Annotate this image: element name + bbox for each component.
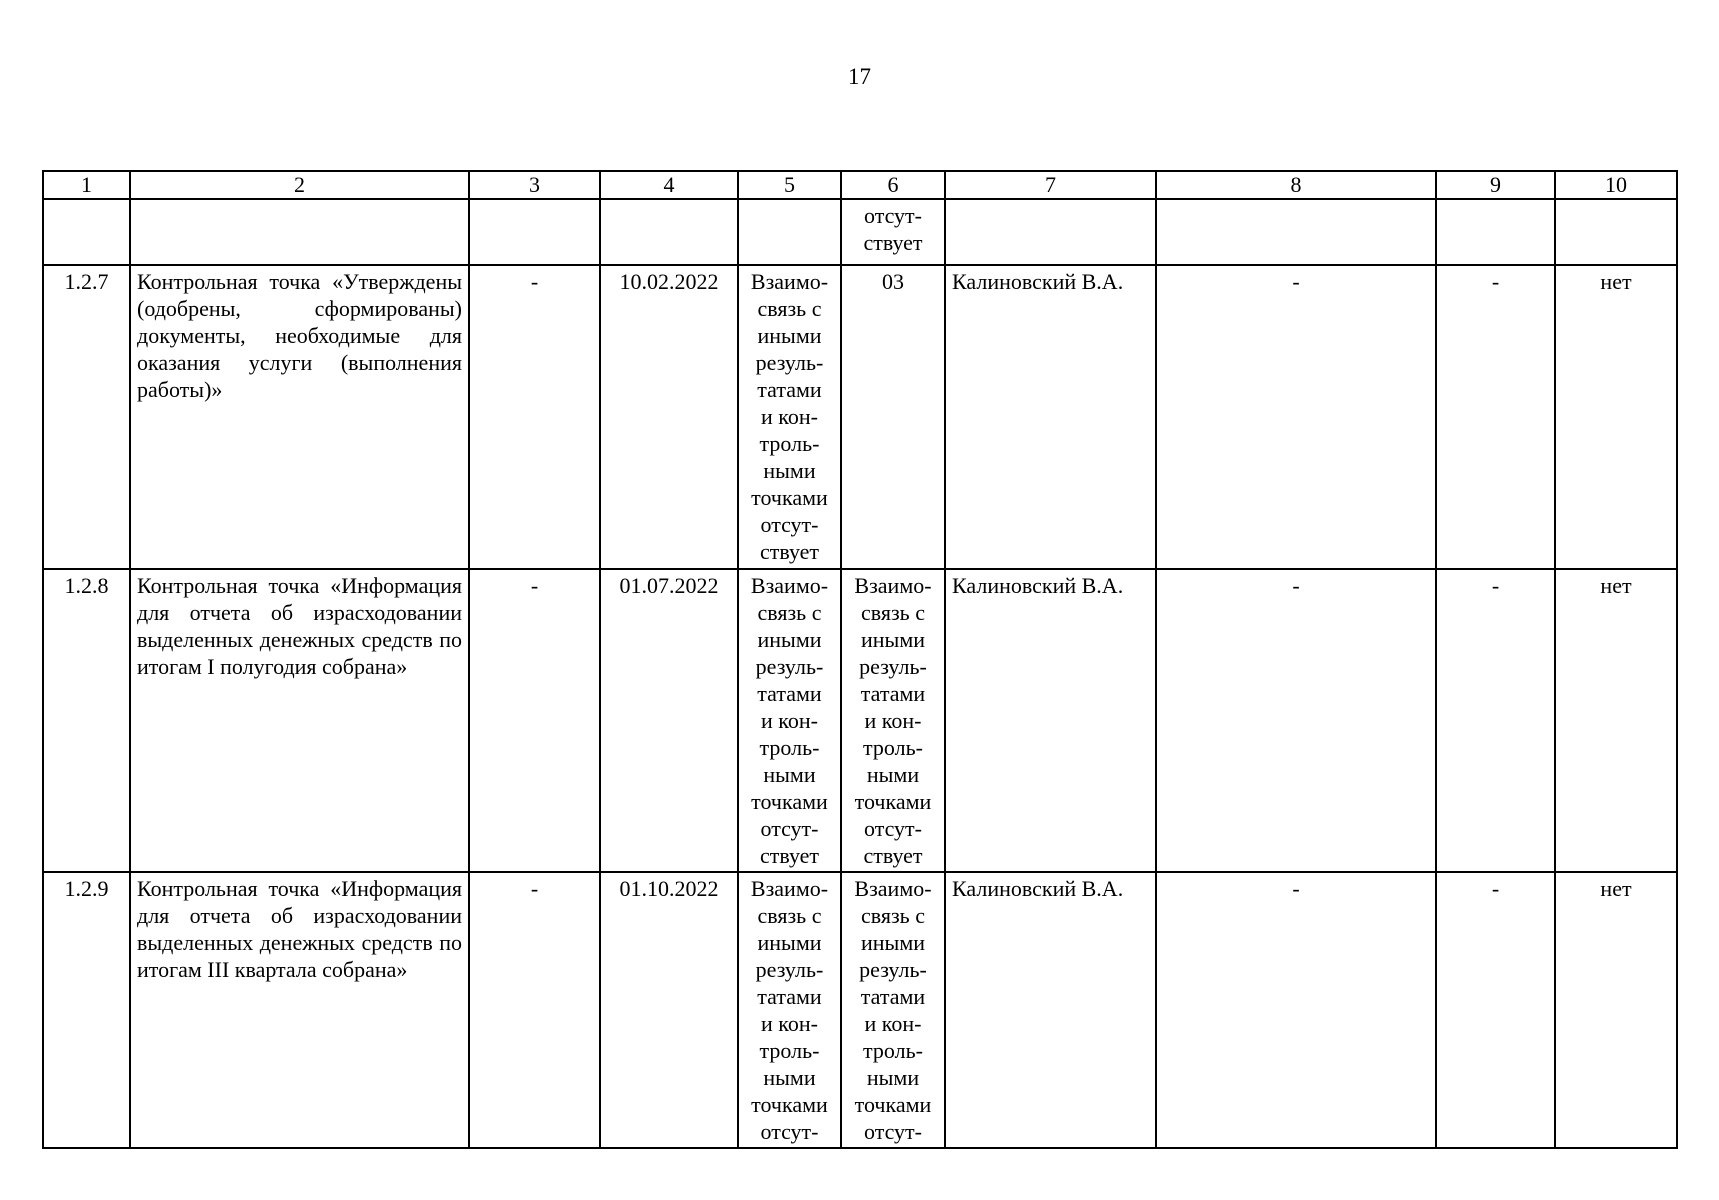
cell-col10: нет bbox=[1555, 872, 1677, 1148]
control-points-table bbox=[42, 170, 1678, 1149]
cell-col3: - bbox=[469, 872, 600, 1148]
cell-empty bbox=[945, 199, 1156, 265]
table-row bbox=[43, 265, 1677, 569]
cell-col3: - bbox=[469, 265, 600, 569]
cell-responsible: Калиновский В.А. bbox=[945, 872, 1156, 1148]
cell-interrelation: Взаимо- связь с иными резуль- татами и кон- троль- ными точками отсут- ствует bbox=[738, 569, 841, 872]
cell-col10: нет bbox=[1555, 265, 1677, 569]
column-header: 3 bbox=[469, 171, 600, 199]
cell-responsible: Калиновский В.А. bbox=[945, 569, 1156, 872]
cell-col3: - bbox=[469, 569, 600, 872]
cell-number: 1.2.7 bbox=[43, 265, 130, 569]
column-header: 8 bbox=[1156, 171, 1436, 199]
column-header: 1 bbox=[43, 171, 130, 199]
table-row bbox=[43, 872, 1677, 1148]
column-header: 6 bbox=[841, 171, 945, 199]
cell-empty bbox=[469, 199, 600, 265]
cell-empty bbox=[43, 199, 130, 265]
cell-empty bbox=[1156, 199, 1436, 265]
page-number: 17 bbox=[848, 64, 871, 89]
cell-interrelation: отсут- ствует bbox=[841, 199, 945, 265]
cell-col8: - bbox=[1156, 569, 1436, 872]
cell-empty bbox=[130, 199, 469, 265]
cell-col6: Взаимо- связь с иными резуль- татами и кон- троль- ными точками отсут- bbox=[841, 872, 945, 1148]
cell-date: 01.07.2022 bbox=[600, 569, 738, 872]
cell-interrelation: Взаимо- связь с иными резуль- татами и кон- троль- ными точками отсут- ствует bbox=[738, 265, 841, 569]
cell-col6: Взаимо- связь с иными резуль- татами и кон- троль- ными точками отсут- ствует bbox=[841, 569, 945, 872]
cell-name: Контрольная точка «Информация для отчета об израсходовании выделенных денежных средств по итогам I полугодия собрана» bbox=[130, 569, 469, 872]
cell-col9: - bbox=[1436, 872, 1555, 1148]
cell-empty bbox=[600, 199, 738, 265]
cell-col10: нет bbox=[1555, 569, 1677, 872]
cell-col8: - bbox=[1156, 265, 1436, 569]
cell-interrelation: Взаимо- связь с иными резуль- татами и кон- троль- ными точками отсут- bbox=[738, 872, 841, 1148]
cell-responsible: Калиновский В.А. bbox=[945, 265, 1156, 569]
table-row-continuation bbox=[43, 199, 1677, 265]
column-header: 10 bbox=[1555, 171, 1677, 199]
column-header: 4 bbox=[600, 171, 738, 199]
column-header: 2 bbox=[130, 171, 469, 199]
cell-date: 10.02.2022 bbox=[600, 265, 738, 569]
table-row bbox=[43, 569, 1677, 872]
table-header-row bbox=[43, 171, 1677, 199]
cell-number: 1.2.8 bbox=[43, 569, 130, 872]
cell-col9: - bbox=[1436, 569, 1555, 872]
column-header: 7 bbox=[945, 171, 1156, 199]
cell-date: 01.10.2022 bbox=[600, 872, 738, 1148]
cell-name: Контрольная точка «Информация для отчета об израсходовании выделенных денежных средств по итогам III квартала собрана» bbox=[130, 872, 469, 1148]
cell-col9: - bbox=[1436, 265, 1555, 569]
column-header: 9 bbox=[1436, 171, 1555, 199]
cell-col6: 03 bbox=[841, 265, 945, 569]
cell-empty bbox=[738, 199, 841, 265]
cell-empty bbox=[1555, 199, 1677, 265]
cell-col8: - bbox=[1156, 872, 1436, 1148]
column-header: 5 bbox=[738, 171, 841, 199]
cell-empty bbox=[1436, 199, 1555, 265]
cell-number: 1.2.9 bbox=[43, 872, 130, 1148]
cell-name: Контрольная точка «Утверждены (одобрены, сформированы) документы, необходимые для оказания услуги (выполнения работы)» bbox=[130, 265, 469, 569]
